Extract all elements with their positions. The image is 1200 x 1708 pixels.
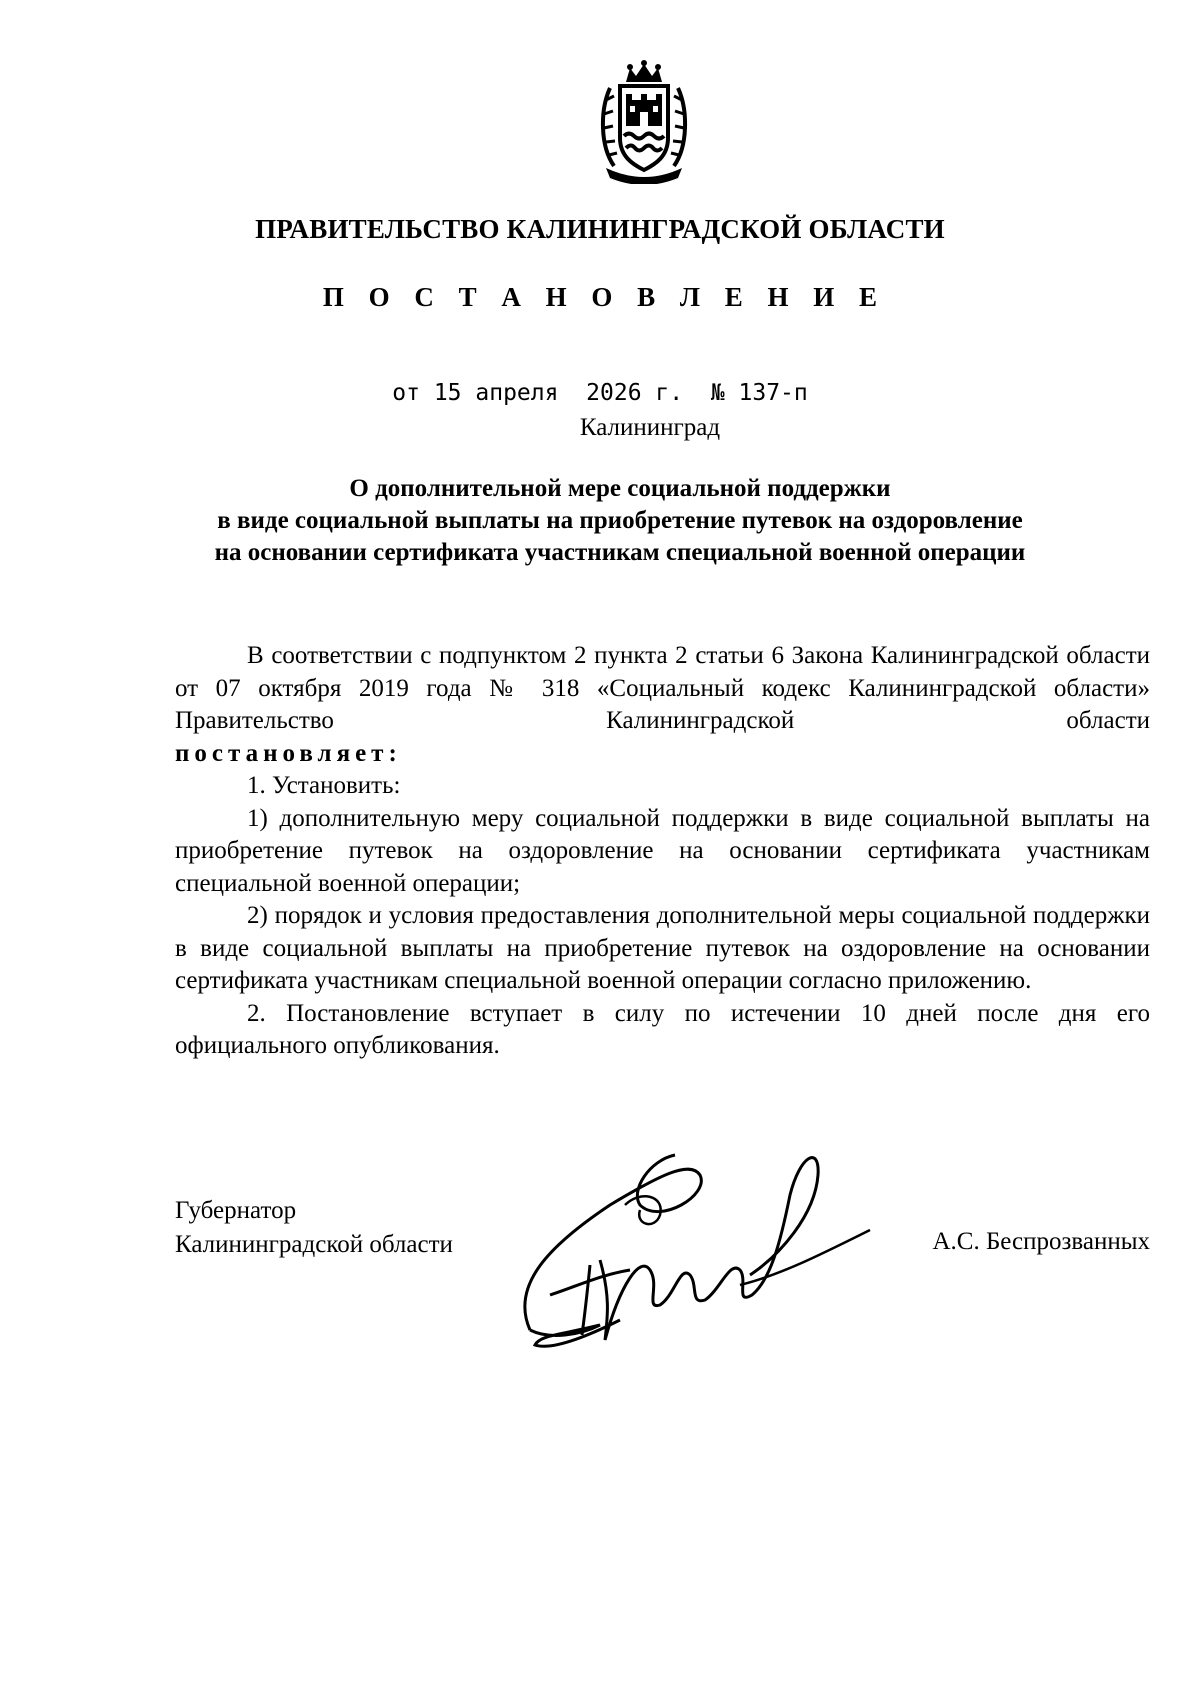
coat-of-arms-icon — [596, 60, 692, 184]
handwritten-signature-icon — [490, 1135, 910, 1365]
preamble-paragraph — [175, 640, 1150, 738]
date-prefix: от — [392, 380, 420, 406]
date-year: 2026 г. — [586, 380, 684, 406]
item-1-1: 1) дополнительную меру социальной поддержки в виде социальной выплаты на приобретение путевок на оздоровление на основании сертификата участникам специальной военной операции; — [175, 804, 1150, 897]
document-number: № 137-п — [710, 380, 808, 406]
document-type: П О С Т А Н О В Л Е Н И Е — [322, 282, 887, 312]
position-line: Калининградской области — [175, 1231, 453, 1258]
item-1-2: 2) порядок и условия предоставления дополнительной меры социальной поддержки в виде социальной выплаты на приобретение путевок на оздоровление на основании сертификата участникам специальной военной операции согласно приложению. — [175, 902, 1150, 994]
signatory-position — [175, 1194, 453, 1262]
document-body — [175, 640, 1150, 1063]
government-title: ПРАВИТЕЛЬСТВО КАЛИНИНГРАДСКОЙ ОБЛАСТИ — [255, 214, 945, 244]
item-2: 2. Постановление вступает в силу по истечении 10 дней после дня его официального опубликования. — [175, 999, 1150, 1059]
preamble-text: В соответствии с подпунктом 2 пункта 2 статьи 6 Закона Калининградской области от 07 октября 2019 года № 318 «Социальный кодекс Калининградской области» Правительство Калининградской области — [175, 642, 1150, 734]
subject-line: О дополнительной мере социальной поддержки — [349, 475, 891, 502]
date-number-line — [0, 380, 1200, 406]
document-subject — [140, 473, 1100, 569]
position-line: Губернатор — [175, 1197, 297, 1224]
date-day: 15 — [433, 380, 462, 406]
resolves-paragraph — [175, 738, 1150, 771]
subject-line: на основании сертификата участникам специальной военной операции — [214, 539, 1026, 566]
resolves-word: постановляет: — [175, 739, 402, 767]
date-month: апреля — [475, 380, 559, 406]
signatory-name: А.С. Беспрозванных — [932, 1228, 1150, 1255]
item-1: 1. Установить: — [247, 772, 401, 799]
city: Калининград — [579, 414, 721, 441]
subject-line: в виде социальной выплаты на приобретение путевок на оздоровление — [217, 507, 1023, 534]
